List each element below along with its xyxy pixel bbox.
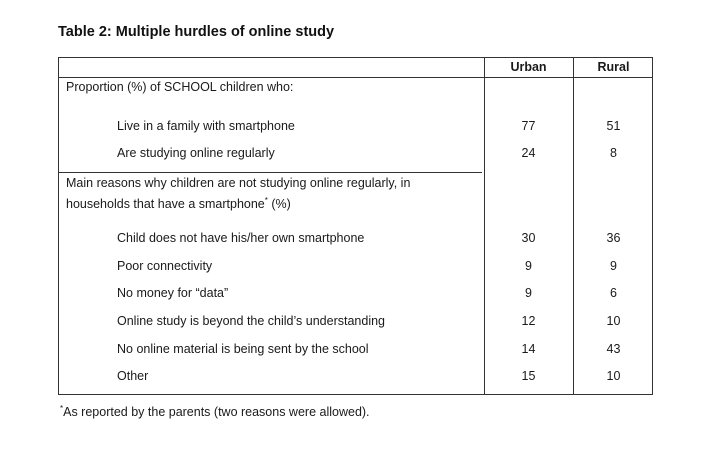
row-value-rural: 6 <box>610 286 617 300</box>
row-value-rural: 10 <box>606 369 621 383</box>
row-value-urban: 9 <box>525 286 532 300</box>
section-heading-reasons-line2 <box>66 192 291 213</box>
row-value-urban: 15 <box>521 369 536 383</box>
header-divider <box>59 77 652 78</box>
table-title: Table 2: Multiple hurdles of online study <box>58 24 335 40</box>
section-heading-reasons-text: households that have a smartphone <box>66 197 265 212</box>
row-label: Are studying online regularly <box>117 146 275 160</box>
row-value-rural: 43 <box>606 342 621 356</box>
row-label: No online material is being sent by the school <box>117 342 369 356</box>
row-label: Poor connectivity <box>117 259 213 273</box>
row-value-rural: 36 <box>606 231 621 245</box>
section-heading-proportion: Proportion (%) of SCHOOL children who: <box>66 80 294 94</box>
row-value-rural: 8 <box>610 146 617 160</box>
row-value-rural: 10 <box>606 314 621 328</box>
row-value-urban: 24 <box>521 146 536 160</box>
row-value-urban: 77 <box>521 119 536 133</box>
row-value-urban: 30 <box>521 231 536 245</box>
column-header-urban: Urban <box>510 60 547 74</box>
row-value-rural: 51 <box>606 119 621 133</box>
table-footnote <box>60 404 370 419</box>
row-value-rural: 9 <box>610 259 617 273</box>
row-label: Child does not have his/her own smartphone <box>117 231 365 245</box>
footnote-text: As reported by the parents (two reasons were allowed). <box>63 405 370 420</box>
section-divider <box>59 172 482 173</box>
row-label: Online study is beyond the child’s understanding <box>117 314 385 328</box>
row-label: Live in a family with smartphone <box>117 119 295 133</box>
row-value-urban: 12 <box>521 314 536 328</box>
section-heading-reasons-suffix: (%) <box>267 197 291 212</box>
row-value-urban: 9 <box>525 259 532 273</box>
section-heading-reasons-line1: Main reasons why children are not studying online regularly, in <box>66 176 411 190</box>
row-value-urban: 14 <box>521 342 536 356</box>
footnote-marker: * <box>60 404 64 413</box>
hurdles-table <box>58 57 653 395</box>
row-label: Other <box>117 369 149 383</box>
column-header-rural: Rural <box>597 60 630 74</box>
row-label: No money for “data” <box>117 286 229 300</box>
footnote-marker: * <box>264 196 268 205</box>
